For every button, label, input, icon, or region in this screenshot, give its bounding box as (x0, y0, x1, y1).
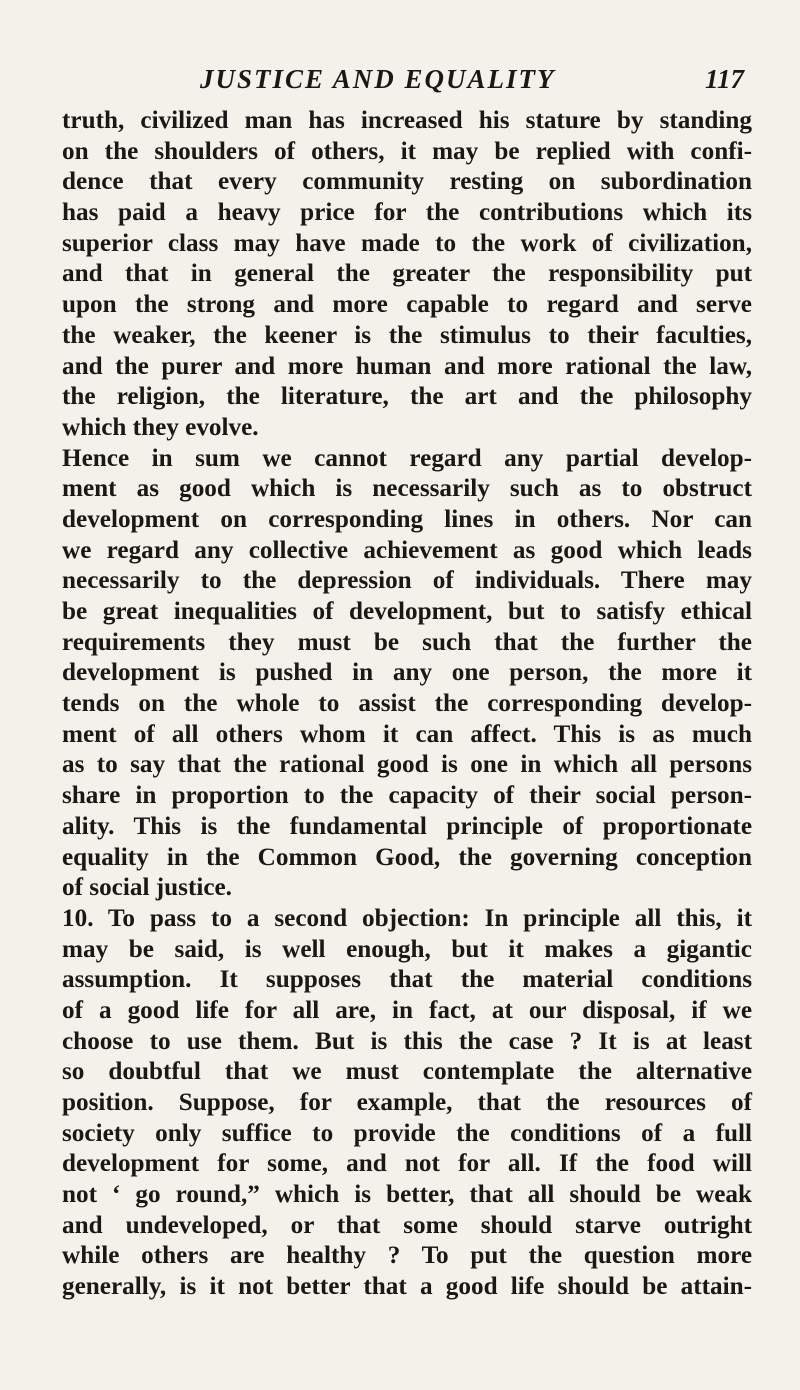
text-line: upon the strong and more capable to regard and serve (62, 291, 752, 319)
text-line: ment as good which is necessarily such as to obstruct (62, 475, 752, 503)
text-line: and undeveloped, or that some should starve outright (62, 1211, 752, 1239)
text-line: development is pushed in any one person, the more it (62, 659, 752, 687)
text-line: Hence in sum we cannot regard any partial develop- (62, 444, 752, 472)
text-line: truth, civilized man has increased his stature by standing (62, 107, 752, 134)
text-line: share in proportion to the capacity of their social person- (62, 782, 752, 810)
body-text (62, 106, 752, 1303)
text-line: be great inequalities of development, but to satisfy ethical (62, 598, 752, 625)
text-line: not ‘ go round,” which is better, that all should be weak (62, 1181, 752, 1209)
page-number: 117 (705, 64, 745, 94)
text-line: generally, is it not better that a good life should be attain- (62, 1273, 752, 1301)
text-line: 10. To pass to a second objection: In principle all this, it (62, 904, 752, 932)
text-line: of a good life for all are, in fact, at our disposal, if we (62, 996, 752, 1024)
text-line: and the purer and more human and more rational the law, (62, 352, 752, 380)
running-title: JUSTICE AND EQUALITY (200, 64, 556, 94)
text-line: has paid a heavy price for the contributions which its (62, 199, 752, 227)
text-line: society only suffice to provide the conditions of a full (62, 1119, 752, 1147)
text-line: may be said, is well enough, but it makes a gigantic (62, 935, 752, 963)
text-line: position. Suppose, for example, that the resources of (62, 1089, 752, 1116)
text-line: and that in general the greater the responsibility put (62, 260, 752, 288)
text-line: development for some, and not for all. If the food will (62, 1150, 752, 1178)
text-line: development on corresponding lines in others. Nor can (62, 505, 752, 533)
text-line: as to say that the rational good is one in which all persons (62, 751, 752, 779)
text-line: choose to use them. But is this the case ? It is at least (62, 1027, 752, 1055)
text-line: which they evolve. (62, 413, 259, 441)
text-line: we regard any collective achievement as good which leads (62, 536, 752, 564)
text-line: tends on the whole to assist the corresponding develop- (62, 690, 752, 718)
text-line: requirements they must be such that the further the (62, 628, 752, 656)
text-line: while others are healthy ? To put the question more (62, 1242, 752, 1270)
text-line: the religion, the literature, the art and the philosophy (62, 383, 752, 411)
running-head (0, 64, 800, 104)
text-line: of social justice. (62, 874, 232, 902)
text-line: ment of all others whom it can affect. This is as much (62, 720, 752, 748)
text-line: ality. This is the fundamental principle of proportionate (62, 812, 752, 840)
text-line: so doubtful that we must contemplate the alternative (62, 1058, 752, 1086)
text-line: assumption. It supposes that the material conditions (62, 966, 752, 994)
text-line: on the shoulders of others, it may be replied with confi- (62, 137, 752, 165)
text-line: necessarily to the depression of individuals. There may (62, 567, 752, 595)
text-line: equality in the Common Good, the governing conception (62, 843, 752, 871)
text-line: the weaker, the keener is the stimulus to their faculties, (62, 321, 752, 349)
text-line: dence that every community resting on subordination (62, 168, 752, 196)
text-line: superior class may have made to the work of civilization, (62, 229, 752, 257)
